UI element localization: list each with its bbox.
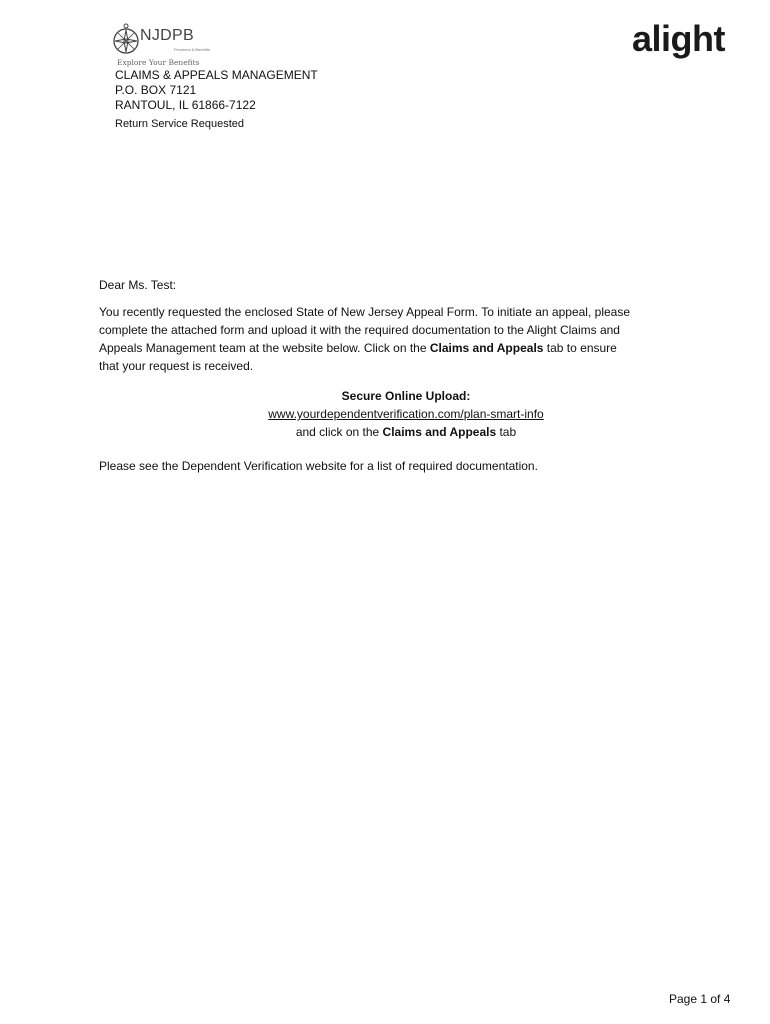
- body-text-end: tab to ensure that your request is received.: [99, 341, 617, 373]
- upload-instruction-text: and click on the: [295, 425, 383, 439]
- njdpb-logo: [112, 22, 222, 68]
- body-text: You recently requested the enclosed State of New Jersey Appeal Form. To initiate an appeal, please complete the attached form and upload it with the required documentation to the Alight Claims and Appeals Management team at the website below. Click on the: [99, 305, 630, 355]
- return-address-line: CLAIMS & APPEALS MANAGEMENT: [115, 68, 318, 82]
- body-bold-text: Claims and Appeals: [429, 341, 544, 355]
- alight-logo: alight: [632, 18, 725, 59]
- closing-paragraph: Please see the Dependent Verification website for a list of required documentation.: [99, 459, 538, 473]
- njdpb-logo-subtitle: Pensions & Benefits: [174, 47, 210, 52]
- return-address-line: RANTOUL, IL 61866-7122: [115, 98, 256, 112]
- salutation: Dear Ms. Test:: [99, 278, 177, 292]
- service-note: Return Service Requested: [115, 118, 245, 130]
- upload-instruction-bold: Claims and Appeals: [382, 425, 497, 439]
- njdpb-logo-tagline: Explore Your Benefits: [117, 58, 200, 67]
- return-address-line: P.O. BOX 7121: [115, 83, 197, 97]
- upload-instruction: [200, 423, 612, 441]
- return-address: [115, 68, 318, 113]
- njdpb-logo-name: NJDPB: [140, 27, 194, 44]
- body-paragraph: [99, 303, 639, 375]
- upload-title: Secure Online Upload:: [341, 389, 471, 403]
- page-number: Page 1 of 4: [669, 992, 731, 1006]
- upload-block: [200, 387, 612, 441]
- compass-icon: [112, 22, 140, 56]
- upload-instruction-end: tab: [496, 425, 517, 439]
- upload-link[interactable]: www.yourdependentverification.com/plan-smart-info: [268, 407, 544, 421]
